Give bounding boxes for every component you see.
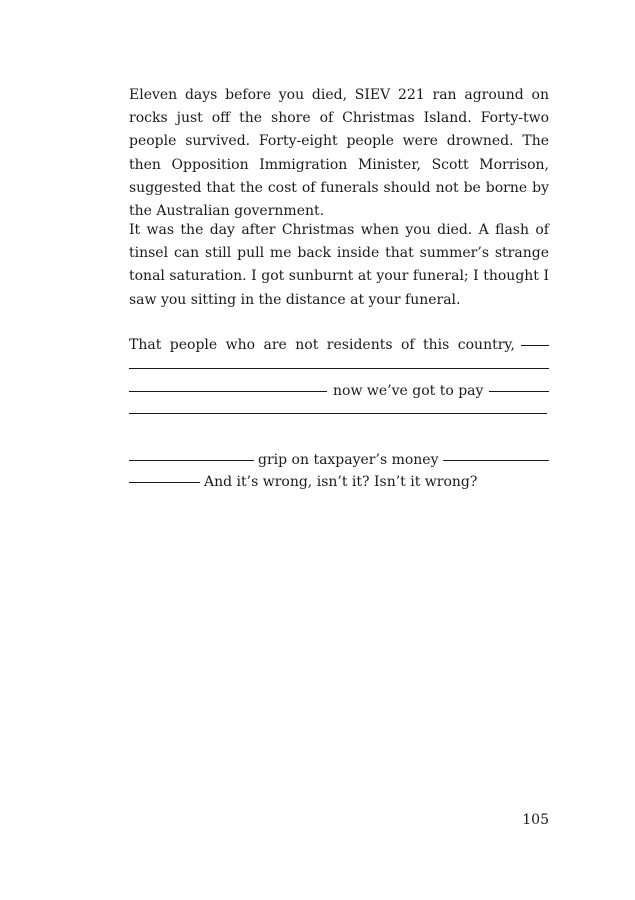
redaction-rule: [129, 460, 254, 461]
redaction-rule: [129, 368, 549, 369]
redacted-line-2: [129, 356, 549, 379]
redacted-line-1: [129, 333, 549, 356]
redaction-rule: [489, 391, 549, 392]
paragraph-christmas: [129, 219, 549, 312]
redaction-rule: [129, 391, 327, 392]
redacted-line-3: [129, 379, 549, 402]
paragraph-siev-221: [129, 84, 549, 223]
redacted-line-4: [129, 401, 547, 424]
quote-fragment: now we’ve got to pay: [333, 382, 484, 399]
page-number: 105: [522, 812, 549, 828]
quote-fragment: That people who are not residents of this country,: [129, 336, 515, 353]
paragraph-text: Eleven days before you died, SIEV 221 ran aground on rocks just off the shore of Christmas Island. Forty-two people survived. Forty-eight people were drowned. The then Opposition Immigration Minister, Scott Morrison, suggested that the cost of funerals should not be borne by the Australian government.: [129, 87, 549, 220]
redacted-line-5: [129, 448, 549, 471]
redaction-rule: [129, 482, 200, 483]
redaction-rule: [129, 413, 547, 414]
redaction-rule: [521, 345, 549, 346]
quote-fragment: And it’s wrong, isn’t it? Isn’t it wrong?: [204, 473, 478, 490]
redaction-rule: [443, 460, 549, 461]
paragraph-text: It was the day after Christmas when you died. A flash of tinsel can still pull me back inside that summer’s strange tonal saturation. I got sunburnt at your funeral; I thought I saw you sitting in the distance at your funeral.: [129, 222, 549, 308]
redacted-line-6: [129, 470, 549, 493]
quote-fragment: grip on taxpayer’s money: [258, 451, 439, 468]
